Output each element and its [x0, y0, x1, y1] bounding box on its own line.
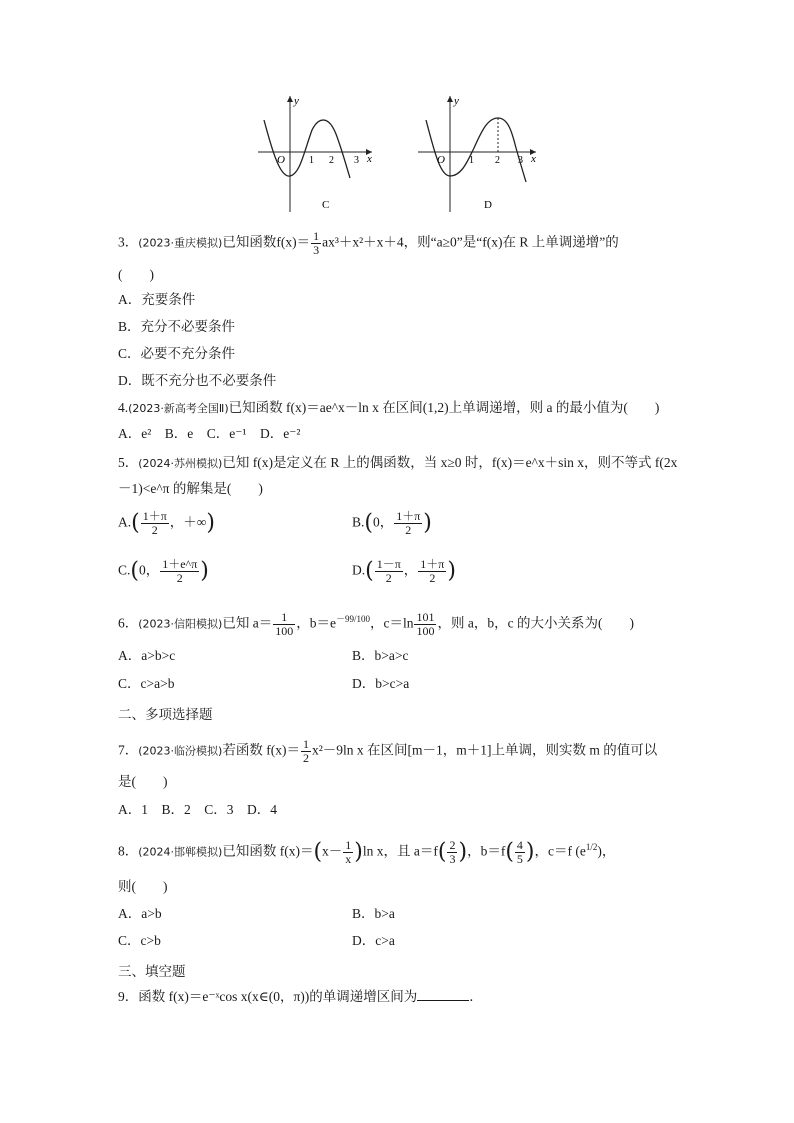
q7-source: (2023·临汾模拟) — [138, 744, 223, 758]
q6-option-a: A．a>b>c — [118, 648, 176, 663]
q6-stem: 6．(2023·信阳模拟)已知 a＝ $\frac{1}{100}$ ，$b=e^{-99/100}$，c＝ln $\frac{101}{100}$ ，则 a，b，c 的大小关系为( ) — [118, 609, 634, 638]
graph-c — [258, 96, 372, 212]
q6-source: (2023·信阳模拟) — [138, 617, 223, 631]
q7-options: A．1 B．2 C．3 D．4 — [118, 802, 278, 817]
q3-source: (2023·重庆模拟) — [138, 236, 223, 250]
q8-option-d: D．c>a — [352, 933, 395, 948]
graph-c-x-label: x — [367, 153, 372, 165]
q5-option-b: B.(0， $\frac{1+\pi}{2}$ ) — [352, 509, 432, 537]
graph-d-tick-1: 1 — [469, 155, 474, 166]
q3-option-b: B．充分不必要条件 — [118, 319, 236, 334]
q6-option-c: C．c>a>b — [118, 676, 175, 691]
q8-stem: 8．(2024·邯郸模拟)已知函数 f(x)＝(x－ $\frac{1}{x}$ )ln x，且 a＝f( $\frac{2}{3}$ )，b＝f( $\frac{4}{5}$ )，c＝f $(e^{1/2})$， — [118, 837, 616, 866]
graph-d-tick-2: 2 — [495, 155, 500, 166]
graph-c-label: C — [322, 199, 330, 211]
q8-stem-cont: 则( ) — [118, 879, 168, 894]
graph-c-tick-1: 1 — [309, 155, 314, 166]
q8-option-a: A．a>b — [118, 906, 162, 921]
q8-option-b: B．b>a — [352, 906, 395, 921]
q3-paren: ( ) — [118, 267, 154, 282]
q3-fraction: $\frac{1}{3}$ — [313, 229, 320, 257]
graph-d — [418, 96, 536, 212]
graph-d-x-label: x — [531, 153, 536, 165]
q8-source: (2024·邯郸模拟) — [138, 845, 223, 859]
q4-stem: 4.(2023·新高考全国Ⅱ)已知函数 f(x)＝ae^x－ln x 在区间(1,2)上单调递增，则 a 的最小值为( ) — [118, 400, 660, 415]
graph-c-tick-2: 2 — [329, 155, 334, 166]
q8-option-c: C．c>b — [118, 933, 161, 948]
q3-option-d: D．既不充分也不必要条件 — [118, 373, 277, 388]
q3-option-a: A．充要条件 — [118, 292, 196, 307]
q7-stem-cont: 是( ) — [118, 774, 168, 789]
q9-stem: 9．函数 f(x)＝e⁻ˣcos x(x∈(0，π))的单调递增区间为 ． — [118, 989, 483, 1004]
q4-source: (2023·新高考全国Ⅱ) — [128, 402, 229, 415]
graph-d-origin: O — [437, 154, 445, 166]
graph-d-tick-3: 3 — [518, 155, 523, 166]
function-graphs — [250, 90, 550, 220]
q6-option-d: D．b>c>a — [352, 676, 410, 691]
q3-option-c: C．必要不充分条件 — [118, 346, 236, 361]
q5-option-d: D.( $\frac{1-\pi}{2}$ ， $\frac{1+\pi}{2}$ ) — [352, 557, 456, 585]
graph-c-origin: O — [277, 154, 285, 166]
graph-d-label: D — [484, 199, 492, 211]
section-multiple-choice: 二、多项选择题 — [118, 707, 213, 722]
graph-d-y-label: y — [454, 95, 459, 107]
section-fill-in: 三、填空题 — [118, 964, 186, 979]
q7-stem: 7．(2023·临汾模拟)若函数 f(x)＝ $\frac{1}{2}$ x²－9ln x 在区间[m－1，m＋1]上单调，则实数 m 的值可以 — [118, 737, 658, 765]
q6-option-b: B．b>a>c — [352, 648, 409, 663]
q4-options: A．e² B．e C．e⁻¹ D．e⁻² — [118, 426, 301, 441]
q5-stem-cont: －1)<e^π 的解集是( ) — [118, 481, 263, 496]
q9-answer-blank[interactable] — [417, 1000, 469, 1001]
graph-c-tick-3: 3 — [354, 155, 359, 166]
graph-c-y-label: y — [294, 95, 299, 107]
q3-stem: 3．(2023·重庆模拟)已知函数f(x)＝ $\frac{1}{3}$ ax³＋x²＋x＋4，则“a≥0”是“f(x)在 R 上单调递增”的 — [118, 229, 619, 257]
q5-option-a: A.( $\frac{1+\pi}{2}$ ，＋∞) — [118, 509, 215, 537]
q5-stem: 5．(2024·苏州模拟)已知 f(x)是定义在 R 上的偶函数，当 x≥0 时，f(x)＝e^x＋sin x，则不等式 f(2x — [118, 455, 678, 470]
q5-option-c: C.(0， $\frac{1+e\^{}\pi}{2}$ ) — [118, 557, 209, 585]
q5-source: (2024·苏州模拟) — [138, 457, 223, 470]
